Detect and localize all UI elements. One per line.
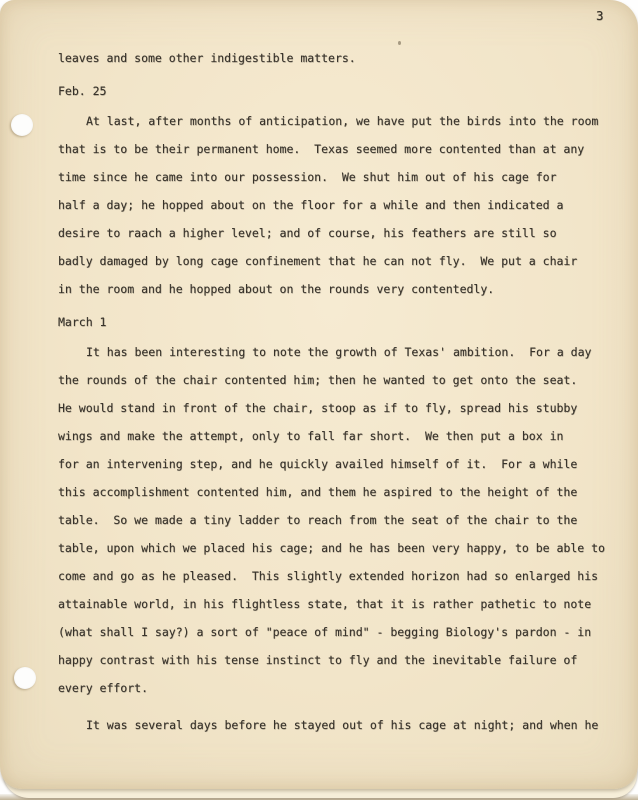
typewritten-text (58, 44, 624, 739)
text-line: for an intervening step, and he quickly availed himself of it. For a while (58, 457, 578, 471)
text-line: At last, after months of anticipation, we have put the birds into the room (86, 114, 599, 128)
text-line: that is to be their permanent home. Texas seemed more contented than at any (58, 142, 585, 156)
text-line: wings and make the attempt, only to fall far short. We then put a box in (58, 429, 564, 443)
text-line: March 1 (58, 315, 107, 329)
text-line: desire to raach a higher level; and of course, his feathers are still so (58, 226, 557, 240)
text-line: every effort. (58, 681, 149, 695)
paragraph (58, 107, 624, 303)
text-line: attainable world, in his flightless state, that it is rather pathetic to note (58, 597, 592, 611)
date-heading (58, 308, 624, 336)
hole-punch-bottom (14, 667, 36, 689)
text-line: It was several days before he stayed out of his cage at night; and when he (86, 718, 599, 732)
text-line: table, upon which we placed his cage; and he has been very happy, to be able to (58, 541, 605, 555)
date-heading (58, 77, 624, 105)
text-line: happy contrast with his tense instinct to fly and the inevitable failure of (58, 653, 578, 667)
text-line: come and go as he pleased. This slightly extended horizon had so enlarged his (58, 569, 599, 583)
text-line: in the room and he hopped about on the rounds very contentedly. (58, 282, 495, 296)
text-line: leaves and some other indigestible matters. (58, 51, 356, 65)
paragraph (58, 338, 624, 702)
text-line: (what shall I say?) a sort of "peace of mind" - begging Biology's pardon - in (58, 625, 592, 639)
page-number: 3 (596, 8, 604, 23)
text-line: badly damaged by long cage confinement that he can not fly. We put a chair (58, 254, 578, 268)
text-line: time since he came into our possession. We shut him out of his cage for (58, 170, 557, 184)
text-line: table. So we made a tiny ladder to reach from the seat of the chair to the (58, 513, 578, 527)
text-line: He would stand in front of the chair, stoop as if to fly, spread his stubby (58, 401, 578, 415)
text-line: Feb. 25 (58, 84, 107, 98)
text-line: this accomplishment contented him, and them he aspired to the height of the (58, 485, 578, 499)
paragraph (58, 711, 624, 739)
hole-punch-top (11, 114, 33, 136)
paragraph (58, 44, 624, 72)
text-line: half a day; he hopped about on the floor for a while and then indicated a (58, 198, 564, 212)
text-line: the rounds of the chair contented him; then he wanted to get onto the seat. (58, 373, 578, 387)
text-line: It has been interesting to note the growth of Texas' ambition. For a day (86, 345, 592, 359)
